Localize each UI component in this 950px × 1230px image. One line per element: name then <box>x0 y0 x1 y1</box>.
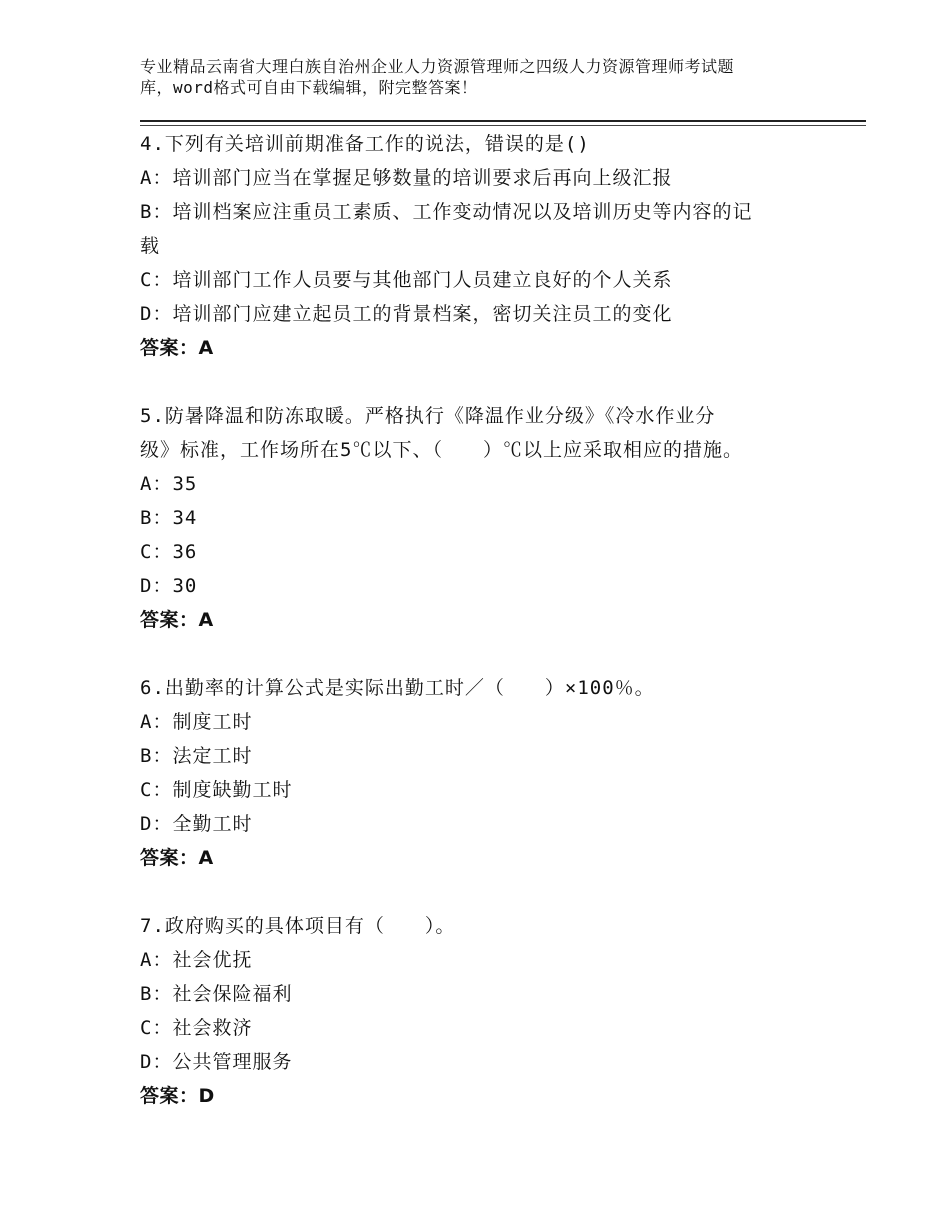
option-a: A：35 <box>140 473 198 495</box>
answer-label: 答案：A <box>140 609 214 631</box>
option-d: D：培训部门应建立起员工的背景档案，密切关注员工的变化 <box>140 303 673 325</box>
question-list <box>140 127 820 1113</box>
option-d: D：全勤工时 <box>140 813 253 835</box>
question-4 <box>140 127 820 365</box>
option-b: B：社会保险福利 <box>140 983 293 1005</box>
question-stem: 5.防暑降温和防冻取暖。严格执行《降温作业分级》《冷水作业分 <box>140 405 716 427</box>
question-stem-continuation: 级》标准，工作场所在5℃以下、（ ）℃以上应采取相应的措施。 <box>140 439 743 461</box>
option-a: A：培训部门应当在掌握足够数量的培训要求后再向上级汇报 <box>140 167 673 189</box>
option-b-continuation: 载 <box>140 235 161 257</box>
option-d: D：公共管理服务 <box>140 1051 293 1073</box>
answer-label: 答案：D <box>140 1085 215 1107</box>
option-c: C：社会救济 <box>140 1017 253 1039</box>
option-b: B：法定工时 <box>140 745 253 767</box>
option-b: B：34 <box>140 507 198 529</box>
document-header <box>140 56 840 98</box>
header-divider-thick <box>140 120 866 122</box>
header-divider-thin <box>140 125 866 126</box>
question-7 <box>140 909 820 1113</box>
option-b: B：培训档案应注重员工素质、工作变动情况以及培训历史等内容的记 <box>140 201 753 223</box>
header-line-2: 库，word格式可自由下载编辑，附完整答案！ <box>140 78 478 97</box>
option-d: D：30 <box>140 575 198 597</box>
header-line-1: 专业精品云南省大理白族自治州企业人力资源管理师之四级人力资源管理师考试题 <box>140 57 735 76</box>
answer-label: 答案：A <box>140 847 214 869</box>
question-5 <box>140 399 820 637</box>
option-a: A：社会优抚 <box>140 949 253 971</box>
question-6 <box>140 671 820 875</box>
option-a: A：制度工时 <box>140 711 253 733</box>
question-stem: 4.下列有关培训前期准备工作的说法，错误的是() <box>140 133 590 155</box>
option-c: C：培训部门工作人员要与其他部门人员建立良好的个人关系 <box>140 269 673 291</box>
answer-label: 答案：A <box>140 337 214 359</box>
option-c: C：36 <box>140 541 198 563</box>
option-c: C：制度缺勤工时 <box>140 779 293 801</box>
question-stem: 6.出勤率的计算公式是实际出勤工时／（ ）×100％。 <box>140 677 655 699</box>
question-stem: 7.政府购买的具体项目有（ ）。 <box>140 915 456 937</box>
